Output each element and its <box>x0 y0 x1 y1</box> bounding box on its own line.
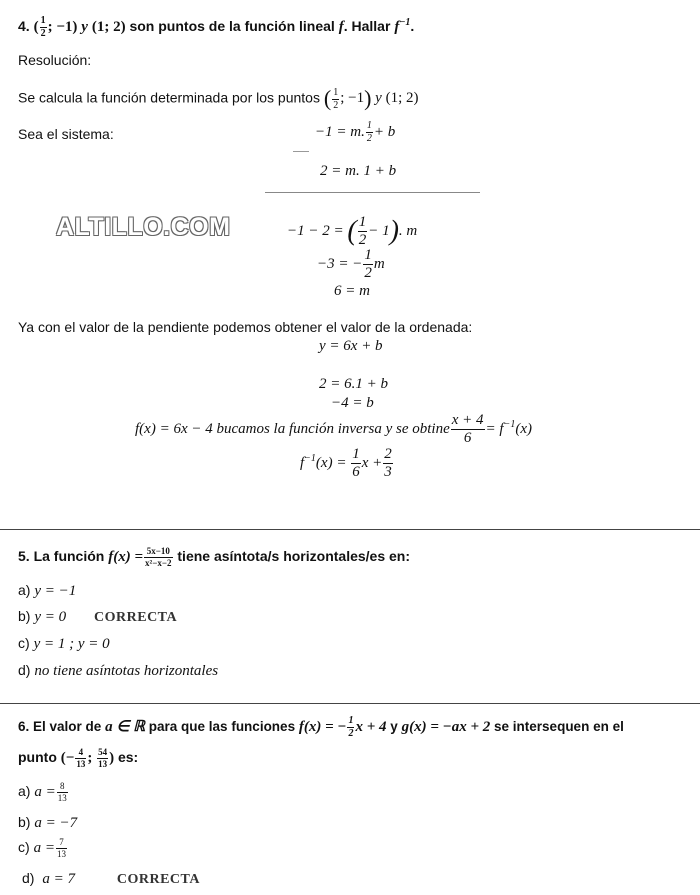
system-subtraction-rule <box>265 192 480 193</box>
line1: Se calcula la función determinada por los puntos ( $\frac{1}{2}$ ; −1) y (1; 2) <box>18 86 419 111</box>
correct-label: CORRECTA <box>116 872 200 887</box>
sistema-label: Sea el sistema: <box>18 126 114 142</box>
problem6-heading: 6. El valor de a ∈ ℝ para que las funciones f(x) = − $\frac{1}{2}$ x + 4 y g(x) = −ax + 2 se intersequen en el <box>18 715 624 739</box>
section-divider-2 <box>0 703 700 704</box>
problem5-heading: 5. La función f(x) = $\frac{5x-10}{\text{x²−x−2}}$ tiene asíntota/s horizontales/es en: <box>18 546 411 568</box>
problem4-heading: 4. ( $\frac{1}{2}$ ; −1) y (1; 2) son puntos de la función lineal f. Hallar $f^{-1}$. <box>18 15 415 39</box>
equation-10: $f^{-1}(x)$ = $\frac{1}{6}$ x + $\frac{2}{3}$ <box>300 446 392 480</box>
equation-8: −4 = b <box>331 395 374 411</box>
minus-sign-mark <box>293 151 309 152</box>
equation-4: −3 = − $\frac{1}{2}$ m <box>317 247 385 281</box>
equation-2: 2 = m. 1 + b <box>320 163 397 179</box>
problem6-heading-line2: punto (− $\frac{4}{13}$ ; $\frac{54}{13}$ ) es: <box>18 747 139 769</box>
correct-label: CORRECTA <box>94 610 178 625</box>
resolucion-label: Resolución: <box>18 52 92 68</box>
equation-9: f(x) = 6x − 4 bucamos la función inversa y se obtine $\frac{x + 4}{6}$ = $f^{-1}(x)$ <box>135 412 532 446</box>
problem5-option-b[interactable]: b) y = 0 CORRECTA <box>18 608 178 625</box>
problem6-option-c[interactable]: c) a = $\frac{7}{13}$ <box>18 837 66 859</box>
equation-3: −1 − 2 = ( $\frac{1}{2}$ − 1). m <box>287 214 418 248</box>
section-divider-1 <box>0 529 700 530</box>
ordenada-text: Ya con el valor de la pendiente podemos obtener el valor de la ordenada: <box>18 319 473 335</box>
problem5-option-c[interactable]: c) y = 1 ; y = 0 <box>18 635 110 652</box>
equation-7: 2 = 6.1 + b <box>319 376 388 392</box>
equation-5: 6 = m <box>334 283 370 299</box>
problem6-option-a[interactable]: a) a = $\frac{8}{13}$ <box>18 781 67 803</box>
watermark-logo: ALTILLO.COM <box>56 213 231 241</box>
problem5-option-d[interactable]: d) no tiene asíntotas horizontales <box>18 662 219 679</box>
problem6-option-d[interactable]: d) a = 7 CORRECTA <box>22 870 200 887</box>
equation-1: −1 = m. $\frac{1}{2}$ + b <box>315 120 396 144</box>
problem5-option-a[interactable]: a) y = −1 <box>18 582 77 599</box>
equation-6: y = 6x + b <box>319 338 383 354</box>
problem6-option-b[interactable]: b) a = −7 <box>18 814 78 831</box>
